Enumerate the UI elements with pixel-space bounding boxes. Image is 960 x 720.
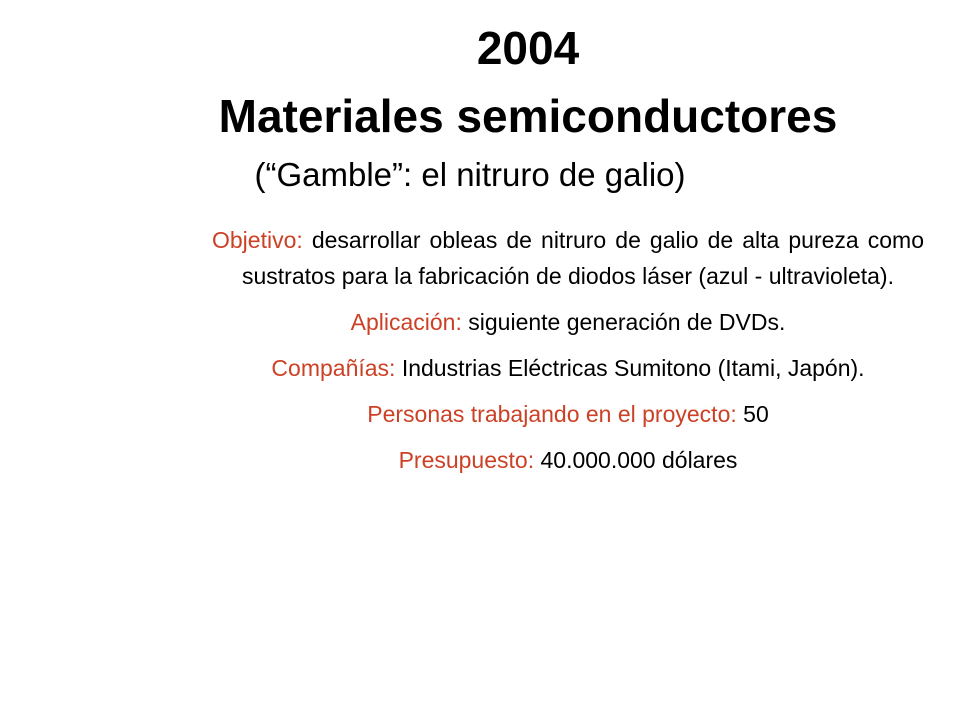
item-objetivo-label: Objetivo: [212,227,303,253]
item-presupuesto-label: Presupuesto: [398,447,535,473]
slide-year: 2004 [476,22,580,74]
item-personas [212,396,924,432]
slide-title: Materiales semiconductores [218,90,838,142]
item-aplicacion [212,304,924,340]
item-companias-text: Industrias Eléctricas Sumitono (Itami, Japón). [395,355,865,381]
item-aplicacion-label: Aplicación: [350,309,462,335]
item-objetivo-text: desarrollar obleas de nitruro de galio de alta pureza como sustratos para la fabricación de diodos láser (azul - ultravioleta). [242,227,924,289]
item-aplicacion-text: siguiente generación de DVDs. [461,309,786,335]
slide-body [212,222,924,488]
item-companias [212,350,924,386]
item-presupuesto [212,442,924,478]
item-personas-label: Personas trabajando en el proyecto: [367,401,737,427]
item-personas-text: 50 [736,401,769,427]
item-presupuesto-text: 40.000.000 dólares [534,447,738,473]
item-objetivo [212,222,924,294]
item-companias-label: Compañías: [271,355,396,381]
slide-subtitle: (“Gamble”: el nitruro de galio) [254,156,686,193]
